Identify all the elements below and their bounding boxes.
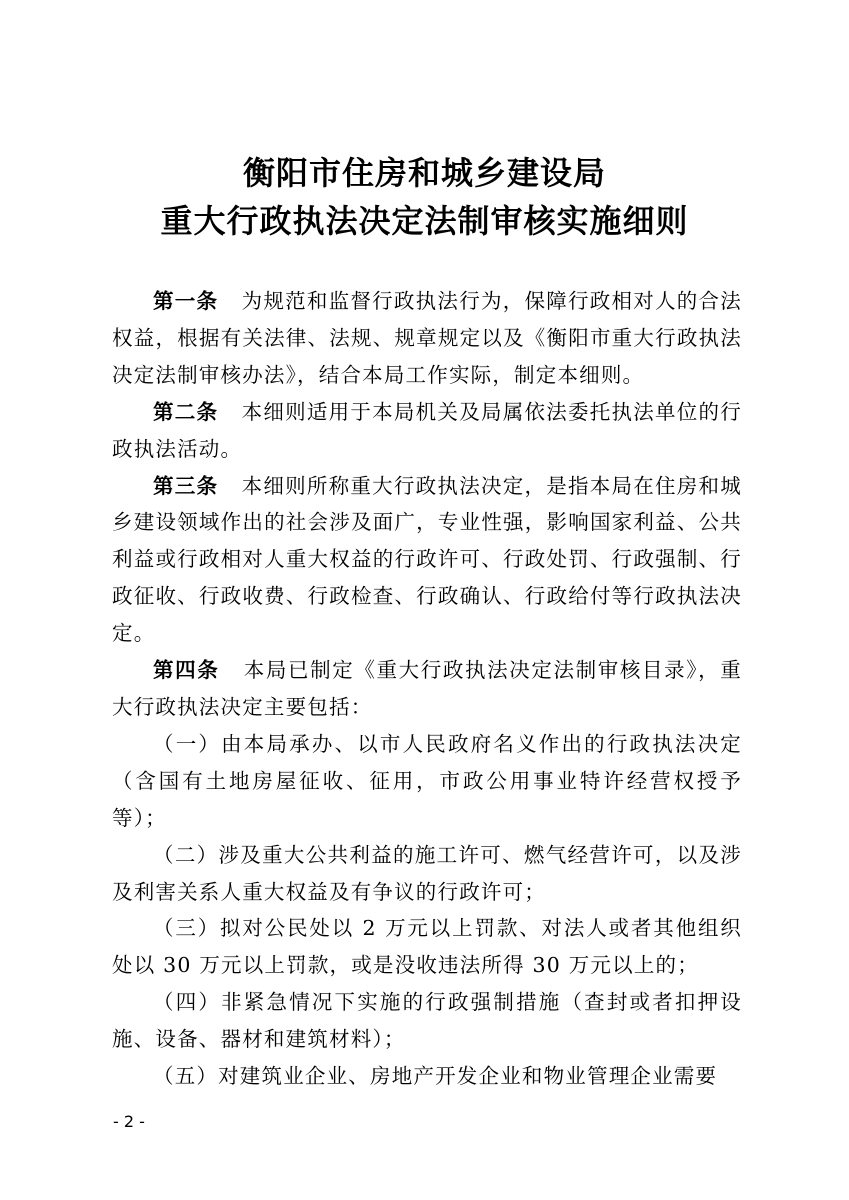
article-label: 第三条 <box>153 473 219 498</box>
list-item: （四）非紧急情况下实施的行政强制措施（查封或者扣押设施、设备、器材和建筑材料）； <box>112 990 742 1052</box>
article-3 <box>112 468 742 653</box>
article-text: 本细则适用于本局机关及局属依法委托执法单位的行政执法活动。 <box>112 399 742 461</box>
document-title-line-2: 重大行政执法决定法制审核实施细则 <box>160 202 689 240</box>
article-text: 本局已制定《重大行政执法决定法制审核目录》，重大行政执法决定主要包括： <box>112 658 742 719</box>
page-number: - 2 - <box>113 1112 145 1131</box>
list-item: （一）由本局承办、以市人民政府名义作出的行政执法决定（含国有土地房屋征收、征用，市政公用事业特许经营权授予等）； <box>112 731 742 830</box>
article-label: 第一条 <box>153 289 219 313</box>
article-label: 第二条 <box>153 399 219 424</box>
article-label: 第四条 <box>153 658 220 683</box>
article-text: 本细则所称重大行政执法决定，是指本局在住房和城乡建设领域作出的社会涉及面广，专业性强，影响国家利益、公共利益或行政相对人重大权益的行政许可、行政处罚、行政强制、行政征收、行政收费、行政检查、行政确认、行政给付等行政执法决定。 <box>112 473 742 646</box>
list-item: （三）拟对公民处以 2 万元以上罚款、对法人或者其他组织处以 30 万元以上罚款，或是没收违法所得 30 万元以上的； <box>112 916 742 978</box>
article-text: 为规范和监督行政执法行为，保障行政相对人的合法权益，根据有关法律、法规、规章规定以及《衡阳市重大行政执法决定法制审核办法》，结合本局工作实际，制定本细则。 <box>112 289 742 387</box>
document-body <box>112 283 742 1095</box>
article-1 <box>112 283 742 394</box>
article-4 <box>112 652 742 726</box>
article-2 <box>112 394 742 468</box>
list-item: （二）涉及重大公共利益的施工许可、燃气经营许可，以及涉及利害关系人重大权益及有争议的行政许可； <box>112 842 742 904</box>
document-title-line-1: 衡阳市住房和城乡建设局 <box>242 154 606 192</box>
list-item: （五）对建筑业企业、房地产开发企业和物业管理企业需要 <box>153 1064 718 1089</box>
